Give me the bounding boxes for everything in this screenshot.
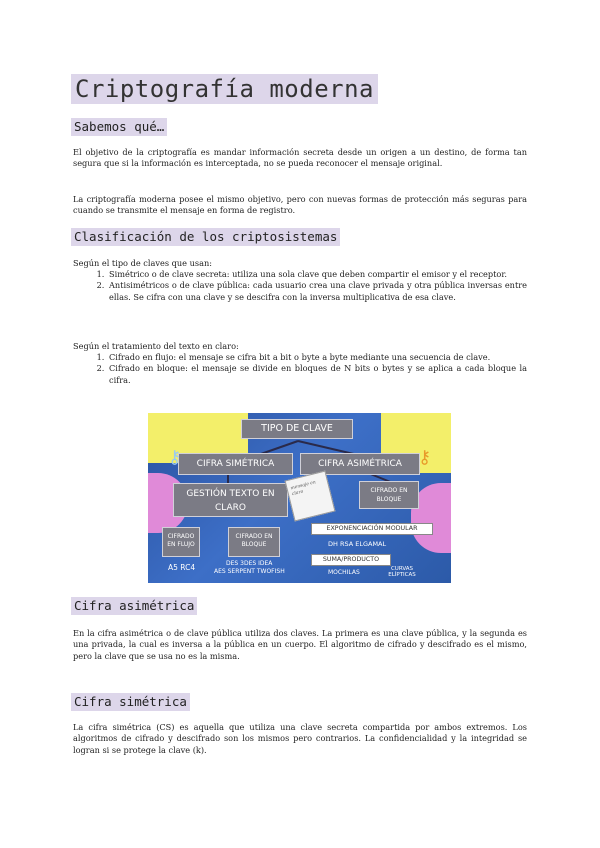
box-gestion-texto: GESTIÓN TEXTO EN CLARO bbox=[173, 483, 288, 517]
box-cifra-asimetrica: CIFRA ASIMÉTRICA bbox=[300, 453, 420, 475]
box-tipo-clave: TIPO DE CLAVE bbox=[241, 419, 353, 439]
paragraph-asimetrica: En la cifra asimétrica o de clave pública utiliza dos claves. La primera es una clave pública, y la segunda es una privada, la cual es inversa a la pública en un cuerpo. El algoritmo de cifrado y descifrado es el mismo, pero la clave que se usa no es la misma. bbox=[73, 628, 527, 661]
box-exponenciacion: EXPONENCIACIÓN MODULAR bbox=[311, 523, 433, 535]
list-tipo-claves bbox=[73, 269, 527, 303]
list-item: 1. Simétrico o de clave secreta: utiliza una sola clave que deben compartir el emisor y el receptor. bbox=[107, 269, 527, 280]
label-a5-rc4: A5 RC4 bbox=[168, 563, 196, 572]
box-cifra-simetrica: CIFRA SIMÉTRICA bbox=[178, 453, 293, 475]
heading-clasificacion: Clasificación de los criptosistemas bbox=[71, 228, 340, 246]
intro-tratamiento: Según el tratamiento del texto en claro: bbox=[73, 341, 239, 351]
intro-tipo-claves: Según el tipo de claves que usan: bbox=[73, 258, 212, 268]
label-dh-rsa-elgamal: DH RSA ELGAMAL bbox=[328, 540, 387, 548]
box-cifrado-flujo: CIFRADO EN FLUJO bbox=[162, 527, 200, 557]
heading-sabemos: Sabemos qué… bbox=[71, 118, 167, 136]
list-tratamiento bbox=[73, 352, 527, 386]
book-caption: mensaje en claro bbox=[290, 480, 317, 498]
label-des: DES 3DES IDEA bbox=[226, 560, 273, 567]
box-cifrado-bloque: CIFRADO EN BLOQUE bbox=[228, 527, 280, 557]
key-icon: ⚷ bbox=[418, 447, 432, 468]
paragraph-moderna: La criptografía moderna posee el mismo objetivo, pero con nuevas formas de protección más seguras para cuando se transmite el mensaje en forma de registro. bbox=[73, 194, 527, 216]
label-mochilas: MOCHILAS bbox=[328, 569, 360, 576]
paragraph-objetivo: El objetivo de la criptografía es mandar información secreta desde un origen a un destino, de forma tan segura que si la información es interceptada, no se pueda reconocer el mensaje original. bbox=[73, 147, 527, 169]
heading-cifra-simetrica: Cifra simétrica bbox=[71, 693, 190, 711]
key-icon: ⚷ bbox=[168, 447, 182, 468]
page-title: Criptografía moderna bbox=[71, 74, 378, 104]
label-aes: AES SERPENT TWOFISH bbox=[214, 568, 285, 575]
list-item: 2. Antisimétricos o de clave pública: cada usuario crea una clave privada y otra pública inversas entre ellas. Se cifra con una clave y se descifra con la inversa multiplicativa de esa clave. bbox=[107, 280, 527, 303]
box-suma-producto: SUMA/PRODUCTO bbox=[311, 554, 391, 566]
list-item: 2. Cifrado en bloque: el mensaje se divide en bloques de N bits o bytes y se aplica a cada bloque la cifra. bbox=[107, 363, 527, 386]
box-cifrado-bloque-asim: CIFRADO EN BLOQUE bbox=[359, 481, 419, 509]
criptosistemas-diagram bbox=[148, 413, 451, 583]
label-curvas: CURVAS ELÍPTICAS bbox=[388, 566, 416, 578]
heading-cifra-asimetrica: Cifra asimétrica bbox=[71, 597, 197, 615]
list-item: 1. Cifrado en flujo: el mensaje se cifra bit a bit o byte a byte mediante una secuencia de clave. bbox=[107, 352, 527, 363]
paragraph-simetrica: La cifra simétrica (CS) es aquella que utiliza una clave secreta compartida por ambos extremos. Los algoritmos de cifrado y descifrado son los mismos pero contrarios. La confidencialidad y la integridad se logran si se protege la clave (k). bbox=[73, 722, 527, 755]
